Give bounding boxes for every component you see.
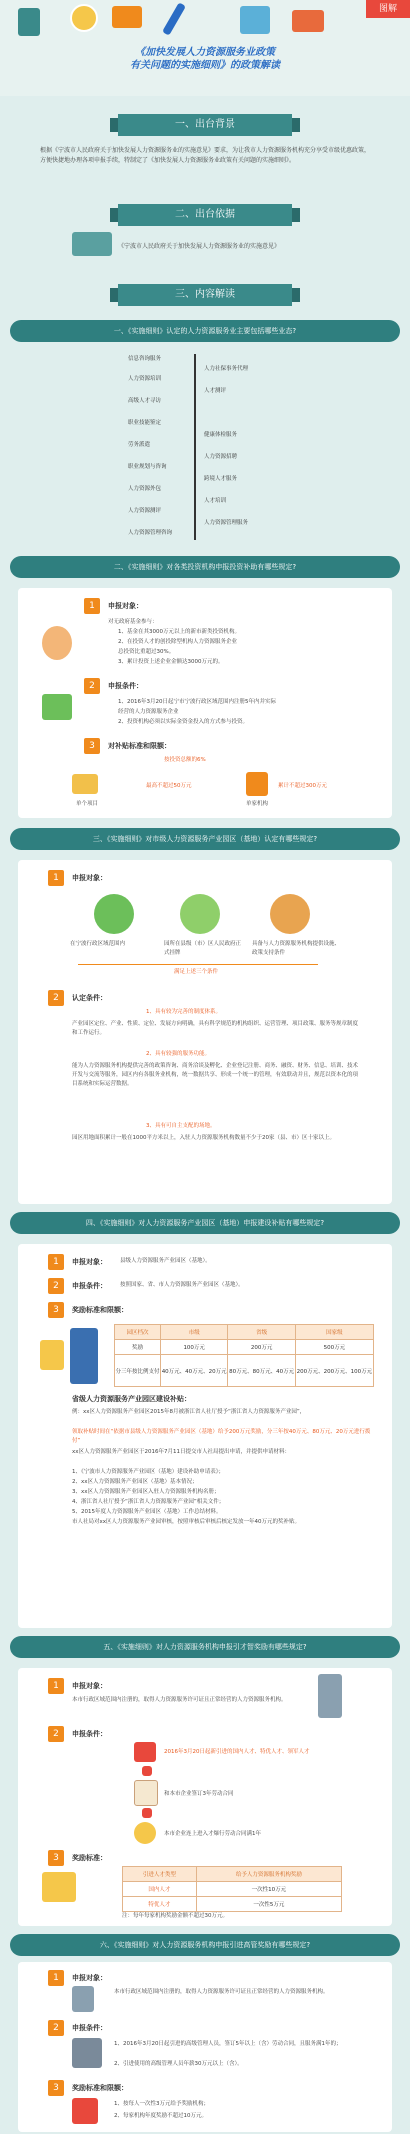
plus-icon-2 [142, 1808, 152, 1818]
q4-i1-label: 申报对象： [72, 1258, 107, 1266]
q5-th-1: 给予人力资源服务机构奖励 [196, 1867, 341, 1882]
q5-i2-c: 本市企业连上进入才爆行劳动合同满1年 [164, 1831, 262, 1837]
q1-left-8: 人力资源管理咨询 [128, 530, 173, 536]
q2-panel [18, 588, 392, 818]
q2-i2-num: 2 [84, 678, 100, 694]
q4-r1-c0: 分三年按比例支付 [115, 1355, 161, 1387]
q2-i1-line0: 1、基金在其3000万元以上的新市新类投资机构。 [118, 629, 240, 635]
contract-icon [134, 1780, 158, 1806]
q5-title: 五、《实施细则》对人力资源服务机构申报引才智奖励有哪些规定? [10, 1636, 400, 1658]
q2-i3-cap2: 累计不超过300万元 [278, 783, 327, 789]
q4-panel [18, 1244, 392, 1628]
q4-sub-line6: 4、浙江省人社厅授予“浙江省人力资源服务产业园”相关文件； [72, 1499, 225, 1505]
q3-i1-item1: 园所在县级（市）区人民政府正式挂牌 [164, 941, 242, 956]
page-title-line2: 有关问题的实施细则》的政策解读 [130, 60, 280, 71]
q1-right-1: 人才测评 [204, 388, 227, 394]
q5-i1-text: 本市行政区域范围内注册的，取得人力资源服务许可证且正常经营的人力资源服务机构。 [72, 1697, 287, 1703]
q4-i1-num: 1 [48, 1254, 64, 1270]
q4-sub-line4: 2、xx区人力资源服务产业园区（基地）基本情况； [72, 1479, 198, 1485]
q4-title: 四、《实施细则》对人力资源服务产业园区（基地）申报建设补贴有哪些规定? [10, 1212, 400, 1234]
q3-c3-text: 园区用地面积累计一般在1000平方米以上，入驻人力资源服务机构数量不少于20家（县、市）区十家以上。 [72, 1135, 335, 1141]
q4-sub-line3: 1、《宁波市人力资源服务产业园区（基地）建设补助申请表》； [72, 1469, 225, 1475]
q1-left-6: 人力资源外包 [128, 486, 162, 492]
q1-right-0: 人力社保事务代理 [204, 366, 249, 372]
q5-i3-note: 注：每年每家机构奖励金额不超过30万元。 [122, 1913, 228, 1919]
q4-th-1: 市级 [160, 1325, 227, 1340]
building-icon [246, 772, 268, 796]
q5-i1-label: 申报对象： [72, 1682, 107, 1690]
q1-left-0: 信息咨询服务 [128, 356, 162, 362]
q3-panel [18, 860, 392, 1204]
q2-i2-line0: 1、2016年3月20日起宁市宁波行政区域范围内注册5年内并实际 [118, 699, 276, 705]
q1-title: 一、《实施细则》认定的人力资源服务业主要包括哪些业态? [10, 320, 400, 342]
q1-right-5: 人才培训 [204, 498, 227, 504]
infographic-tag: 图解 [366, 0, 410, 18]
section-3-title: 三、内容解读 [118, 284, 292, 306]
q4-r1-c1: 40万元、40万元、20万元 [160, 1355, 227, 1387]
q1-left-2: 高级人才寻访 [128, 398, 162, 404]
q4-sub-line8: 市人社局对xx区人力资源服务产业园审核，按照审核后审核后核定发放一年40万元的奖补贴。 [72, 1519, 301, 1525]
q6-i1-text: 本市行政区域范围内注册的，取得人力资源服务许可证且正常经营的人力资源服务机构。 [114, 1989, 329, 1995]
q3-c1-head: 1、具有较为完善的制度体系。 [146, 1009, 222, 1015]
q3-i1-item2: 具备与人力资源服务机构提供设施、政策支持条件 [252, 941, 341, 956]
q3-c2-text: 能为人力资源服务机构提供完善的政策咨询、商务洽谈及孵化、企业登记注册、商务、融资、财务、信息、培训、技术开发与交流等服务，园区内有各服务业机构，统一数据共享、形成一个统一的管理，有效联动并且，规范以资本化的项目系统和实际运营数据。 [72, 1063, 359, 1087]
q1-trunk-line [194, 354, 196, 540]
q4-sub-line5: 3、xx区人力资源服务产业园区入驻人力资源服务机构名册； [72, 1489, 220, 1495]
q4-sub-line2: xx区人力资源服务产业园区于2016年7月11日提交市人社局提出申请，并提供申请材料： [72, 1449, 291, 1455]
q3-i1-bracket [78, 964, 318, 965]
person-icon [42, 626, 72, 660]
q1-left-1: 人力资源培训 [128, 376, 162, 382]
q6-i3-line0: 1、按每人一次性3万元给予奖励机构； [114, 2101, 209, 2107]
books-icon [72, 232, 112, 256]
q4-r0-c1: 100万元 [160, 1340, 227, 1355]
q4-r1-c2: 80万元、80万元、40万元 [228, 1355, 295, 1387]
q2-i2-line2: 2、投资机构必须以实际金资金投入的方式参与投资。 [118, 719, 249, 725]
q4-i2-text: 按照国家、省、市人力资源服务产业园区（基地）。 [120, 1282, 244, 1288]
phone-icon [292, 10, 324, 32]
q3-c3-head: 3、具有可自主支配的场地。 [146, 1123, 216, 1129]
money-bag-icon [72, 2098, 98, 2124]
q3-i1-note: 满足上述三个条件 [174, 969, 219, 975]
q1-left-7: 人力资源测评 [128, 508, 162, 514]
plant-icon [42, 694, 72, 720]
q6-i3-label: 奖励标准和限额： [72, 2084, 128, 2092]
q3-i2-num: 2 [48, 990, 64, 1006]
q4-sub-head: 省级人力资源服务产业园区建设补贴： [72, 1395, 191, 1403]
page-title [60, 46, 350, 86]
q2-title: 二、《实施细则》对各类投资机构申报投资补助有哪些规定? [10, 556, 400, 578]
chart-icon [240, 6, 270, 34]
q5-i2-b: 和本市企业签订3年劳动合同 [164, 1791, 234, 1797]
q1-left-3: 职业技能鉴定 [128, 420, 162, 426]
q1-left-4: 劳务派遣 [128, 442, 151, 448]
section-1-text: 根据《宁波市人民政府关于加快发展人力资源服务业的实施意见》要求，为让我市人力资源服务机构充分享受市级优惠政策，方便快捷地办理各项申报手续，特制定了《加快发展人力资源服务业政策有关问题的实施细则》。 [40, 147, 371, 164]
q1-right-3: 人力资源招聘 [204, 454, 238, 460]
q2-i1-intro: 对无政府基金参与： [108, 619, 158, 625]
q6-title: 六、《实施细则》对人力资源服务机构申报引进高管奖励有哪些规定? [10, 1934, 400, 1956]
q5-i3-label: 奖励标准： [72, 1854, 107, 1862]
map-icon [94, 894, 134, 934]
q2-i3-top: 按投资总额的6% [164, 757, 206, 763]
page-title-line1: 《加快发展人力资源服务业政策 [135, 47, 275, 58]
q4-i2-label: 申报条件： [72, 1282, 107, 1290]
q1-left-5: 职业规划与咨询 [128, 464, 167, 470]
q5-r0-c0: 国内人才 [123, 1882, 197, 1897]
q6-panel [18, 1962, 392, 2132]
q4-i1-text: 县级人力资源服务产业园区（基地）。 [120, 1258, 211, 1264]
office-icon [270, 894, 310, 934]
q5-r0-c1: 一次性10万元 [196, 1882, 341, 1897]
q6-i3-num: 3 [48, 2080, 64, 2096]
q6-i1-num: 1 [48, 1970, 64, 1986]
q5-th-0: 引进人才类型 [123, 1867, 197, 1882]
q2-i1-line1: 2、在投资人才的创投除型机构人力资源服务企业 [118, 639, 238, 645]
q5-i2-a: 2016年3月20日起新引进的国内人才、特优人才、领军人才 [164, 1749, 310, 1755]
q1-right-4: 跨境人才服务 [204, 476, 238, 482]
q4-r0-c2: 200万元 [228, 1340, 295, 1355]
q3-title: 三、《实施细则》对市级人力资源服务产业园区（基地）认定有哪些规定? [10, 828, 400, 850]
q4-i3-num: 3 [48, 1302, 64, 1318]
pen-icon [162, 2, 186, 35]
q6-i1-label: 申报对象： [72, 1974, 107, 1982]
manager-icon [72, 2038, 102, 2068]
q2-i3-p2: 单家机构 [246, 801, 269, 807]
folder-icon [112, 6, 142, 28]
calendar-icon [134, 1742, 156, 1762]
q3-c1-text: 产业园区定位、产业、性质、定位、发展方向明确，具有科学规范的机构组织、运营管理、项目政策、服务等规章制度和工作运行。 [72, 1021, 359, 1036]
q3-i1-item0: 在宁波行政区域范围内 [70, 941, 126, 947]
q3-i1-num: 1 [48, 870, 64, 886]
q5-i1-num: 1 [48, 1678, 64, 1694]
section-2-title: 二、出台依据 [118, 204, 292, 226]
q5-r1-c1: 一次性5万元 [196, 1897, 341, 1912]
q4-i3-label: 奖励标准和限额： [72, 1306, 128, 1314]
trophy-icon [40, 1340, 64, 1370]
q4-sub-line0: 例：xx区人力资源服务产业园区2015年8月被浙江省人社厅授予“浙江省人力资源服务产业园”， [72, 1409, 306, 1415]
q4-r1-c3: 200万元、200万元、100万元 [295, 1355, 373, 1387]
q3-i1-label: 申报对象： [72, 874, 107, 882]
q3-c2-head: 2、具有较强的服务功能。 [146, 1051, 211, 1057]
office-building-icon [72, 1986, 94, 2012]
q6-i2-line1: 2、引进使用的高级管理人员年薪30万元以上（含）。 [114, 2061, 243, 2067]
q6-i2-num: 2 [48, 2020, 64, 2036]
q5-r1-c0: 特优人才 [123, 1897, 197, 1912]
q2-i3-p1: 单个项目 [76, 801, 99, 807]
q2-i2-label: 申报条件： [108, 682, 143, 690]
q4-sub-line7: 5、2015年度人力资源服务产业园区（基地）工作总结材料。 [72, 1509, 222, 1515]
folder-stack-icon [72, 774, 98, 794]
q3-i2-label: 认定条件： [72, 994, 107, 1002]
q2-i3-label: 对补贴标准和限额： [108, 742, 171, 750]
q4-reward-table [114, 1324, 374, 1387]
q1-right-2: 健康体检服务 [204, 432, 238, 438]
clock-icon [70, 4, 98, 32]
coins-icon [42, 1872, 76, 1902]
q2-i1-line2: 总投资比重超过30%。 [118, 649, 175, 655]
approval-icon [180, 894, 220, 934]
section-2-doc: 《宁波市人民政府关于加快发展人力资源服务业的实施意见》 [118, 243, 281, 250]
q4-r0-c3: 500万元 [295, 1340, 373, 1355]
q4-th-3: 国家级 [295, 1325, 373, 1340]
q6-i2-label: 申报条件： [72, 2024, 107, 2032]
q4-th-2: 省级 [228, 1325, 295, 1340]
q5-panel [18, 1668, 392, 1926]
q5-i2-num: 2 [48, 1726, 64, 1742]
q4-r0-c0: 奖励 [115, 1340, 161, 1355]
hero-banner [0, 0, 410, 96]
alarm-clock-icon [134, 1822, 156, 1844]
q5-i3-num: 3 [48, 1850, 64, 1866]
q2-i1-label: 申报对象： [108, 602, 143, 610]
q2-i3-num: 3 [84, 738, 100, 754]
q4-sub-line1: 领取补贴时间在“依据市县级人力资源服务产业园区（基地）给予200万元奖励，分三年按40万元、80万元、20万元进行拨付” [72, 1429, 371, 1444]
q2-i1-line3: 3、累计投资上述企业金额达3000万元的。 [118, 659, 224, 665]
q6-i2-line0: 1、2016年3月20日起引进的高级管理人员，签订5年以上（含）劳动合同，且服务满1年的； [114, 2041, 342, 2047]
q1-org-panel [18, 350, 392, 546]
plus-icon [142, 1766, 152, 1776]
q1-right-6: 人力资源管理服务 [204, 520, 249, 526]
q2-i2-line1: 经营的人力资源服务企业 [118, 709, 179, 715]
section-1-title: 一、出台背景 [118, 114, 292, 136]
q5-i2-label: 申报条件： [72, 1730, 107, 1738]
calculator-icon [18, 8, 40, 36]
q4-i2-num: 2 [48, 1278, 64, 1294]
businessman-icon [70, 1328, 98, 1384]
tower-icon [318, 1674, 342, 1718]
q6-i3-line1: 2、每家机构年度奖励不超过10万元。 [114, 2113, 207, 2119]
q2-i3-cap1: 最高不超过50万元 [146, 783, 192, 789]
q2-i1-num: 1 [84, 598, 100, 614]
q4-th-0: 园区档次 [115, 1325, 161, 1340]
q5-reward-table [122, 1866, 342, 1912]
